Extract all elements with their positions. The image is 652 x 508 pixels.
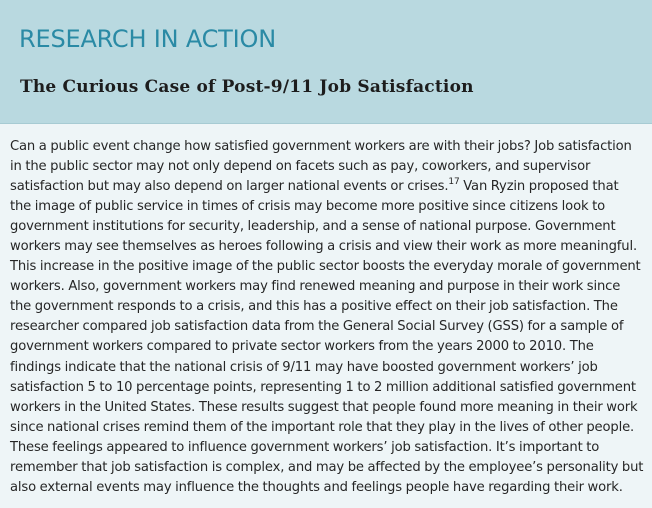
body-line: the image of public service in times of crisis may become more positive since citizens look to: [10, 199, 605, 215]
feature-kicker: RESEARCH IN ACTION: [19, 25, 276, 53]
body-line: These feelings appeared to influence government workers’ job satisfaction. It’s important to: [10, 439, 600, 455]
feature-body: [0, 124, 652, 498]
box-header: [0, 0, 652, 124]
body-line: This increase in the positive image of the public sector boosts the everyday morale of government: [10, 259, 641, 275]
body-line: government institutions for security, leadership, and a sense of national purpose. Government: [10, 219, 616, 235]
body-line: in the public sector may not only depend on facets such as pay, coworkers, and supervisor: [10, 159, 591, 175]
body-line: the government responds to a crisis, and this has a positive effect on their job satisfaction. The: [10, 299, 618, 315]
body-line: findings indicate that the national crisis of 9/11 may have boosted government workers’ job: [10, 359, 598, 375]
body-line: Can a public event change how satisfied government workers are with their jobs? Job satisfaction: [10, 139, 632, 154]
body-line: remember that job satisfaction is complex, and may be affected by the employee’s personality but: [10, 459, 644, 475]
body-line-text: satisfaction but may also depend on larger national events or crises.: [10, 179, 449, 195]
body-line: also external events may influence the thoughts and feelings people have regarding their work.: [10, 479, 623, 495]
body-line: workers in the United States. These results suggest that people found more meaning in their work: [10, 399, 638, 415]
body-line: researcher compared job satisfaction data from the General Social Survey (GSS) for a sample of: [10, 319, 624, 335]
footnote-reference[interactable]: 17: [448, 177, 460, 188]
body-line: workers. Also, government workers may find renewed meaning and purpose in their work since: [10, 279, 621, 295]
body-line: since national crises remind them of the important role that they play in the lives of other people.: [10, 419, 635, 435]
body-line: workers may see themselves as heroes following a crisis and view their work as more meaningful.: [10, 239, 637, 255]
body-line: satisfaction 5 to 10 percentage points, representing 1 to 2 million additional satisfied government: [10, 379, 636, 395]
body-line: government workers compared to private sector workers from the years 2000 to 2010. The: [10, 339, 594, 355]
body-line-text: Van Ryzin proposed that: [459, 179, 619, 195]
body-line: [10, 177, 646, 197]
feature-title: The Curious Case of Post-9/11 Job Satisfaction: [20, 77, 474, 97]
